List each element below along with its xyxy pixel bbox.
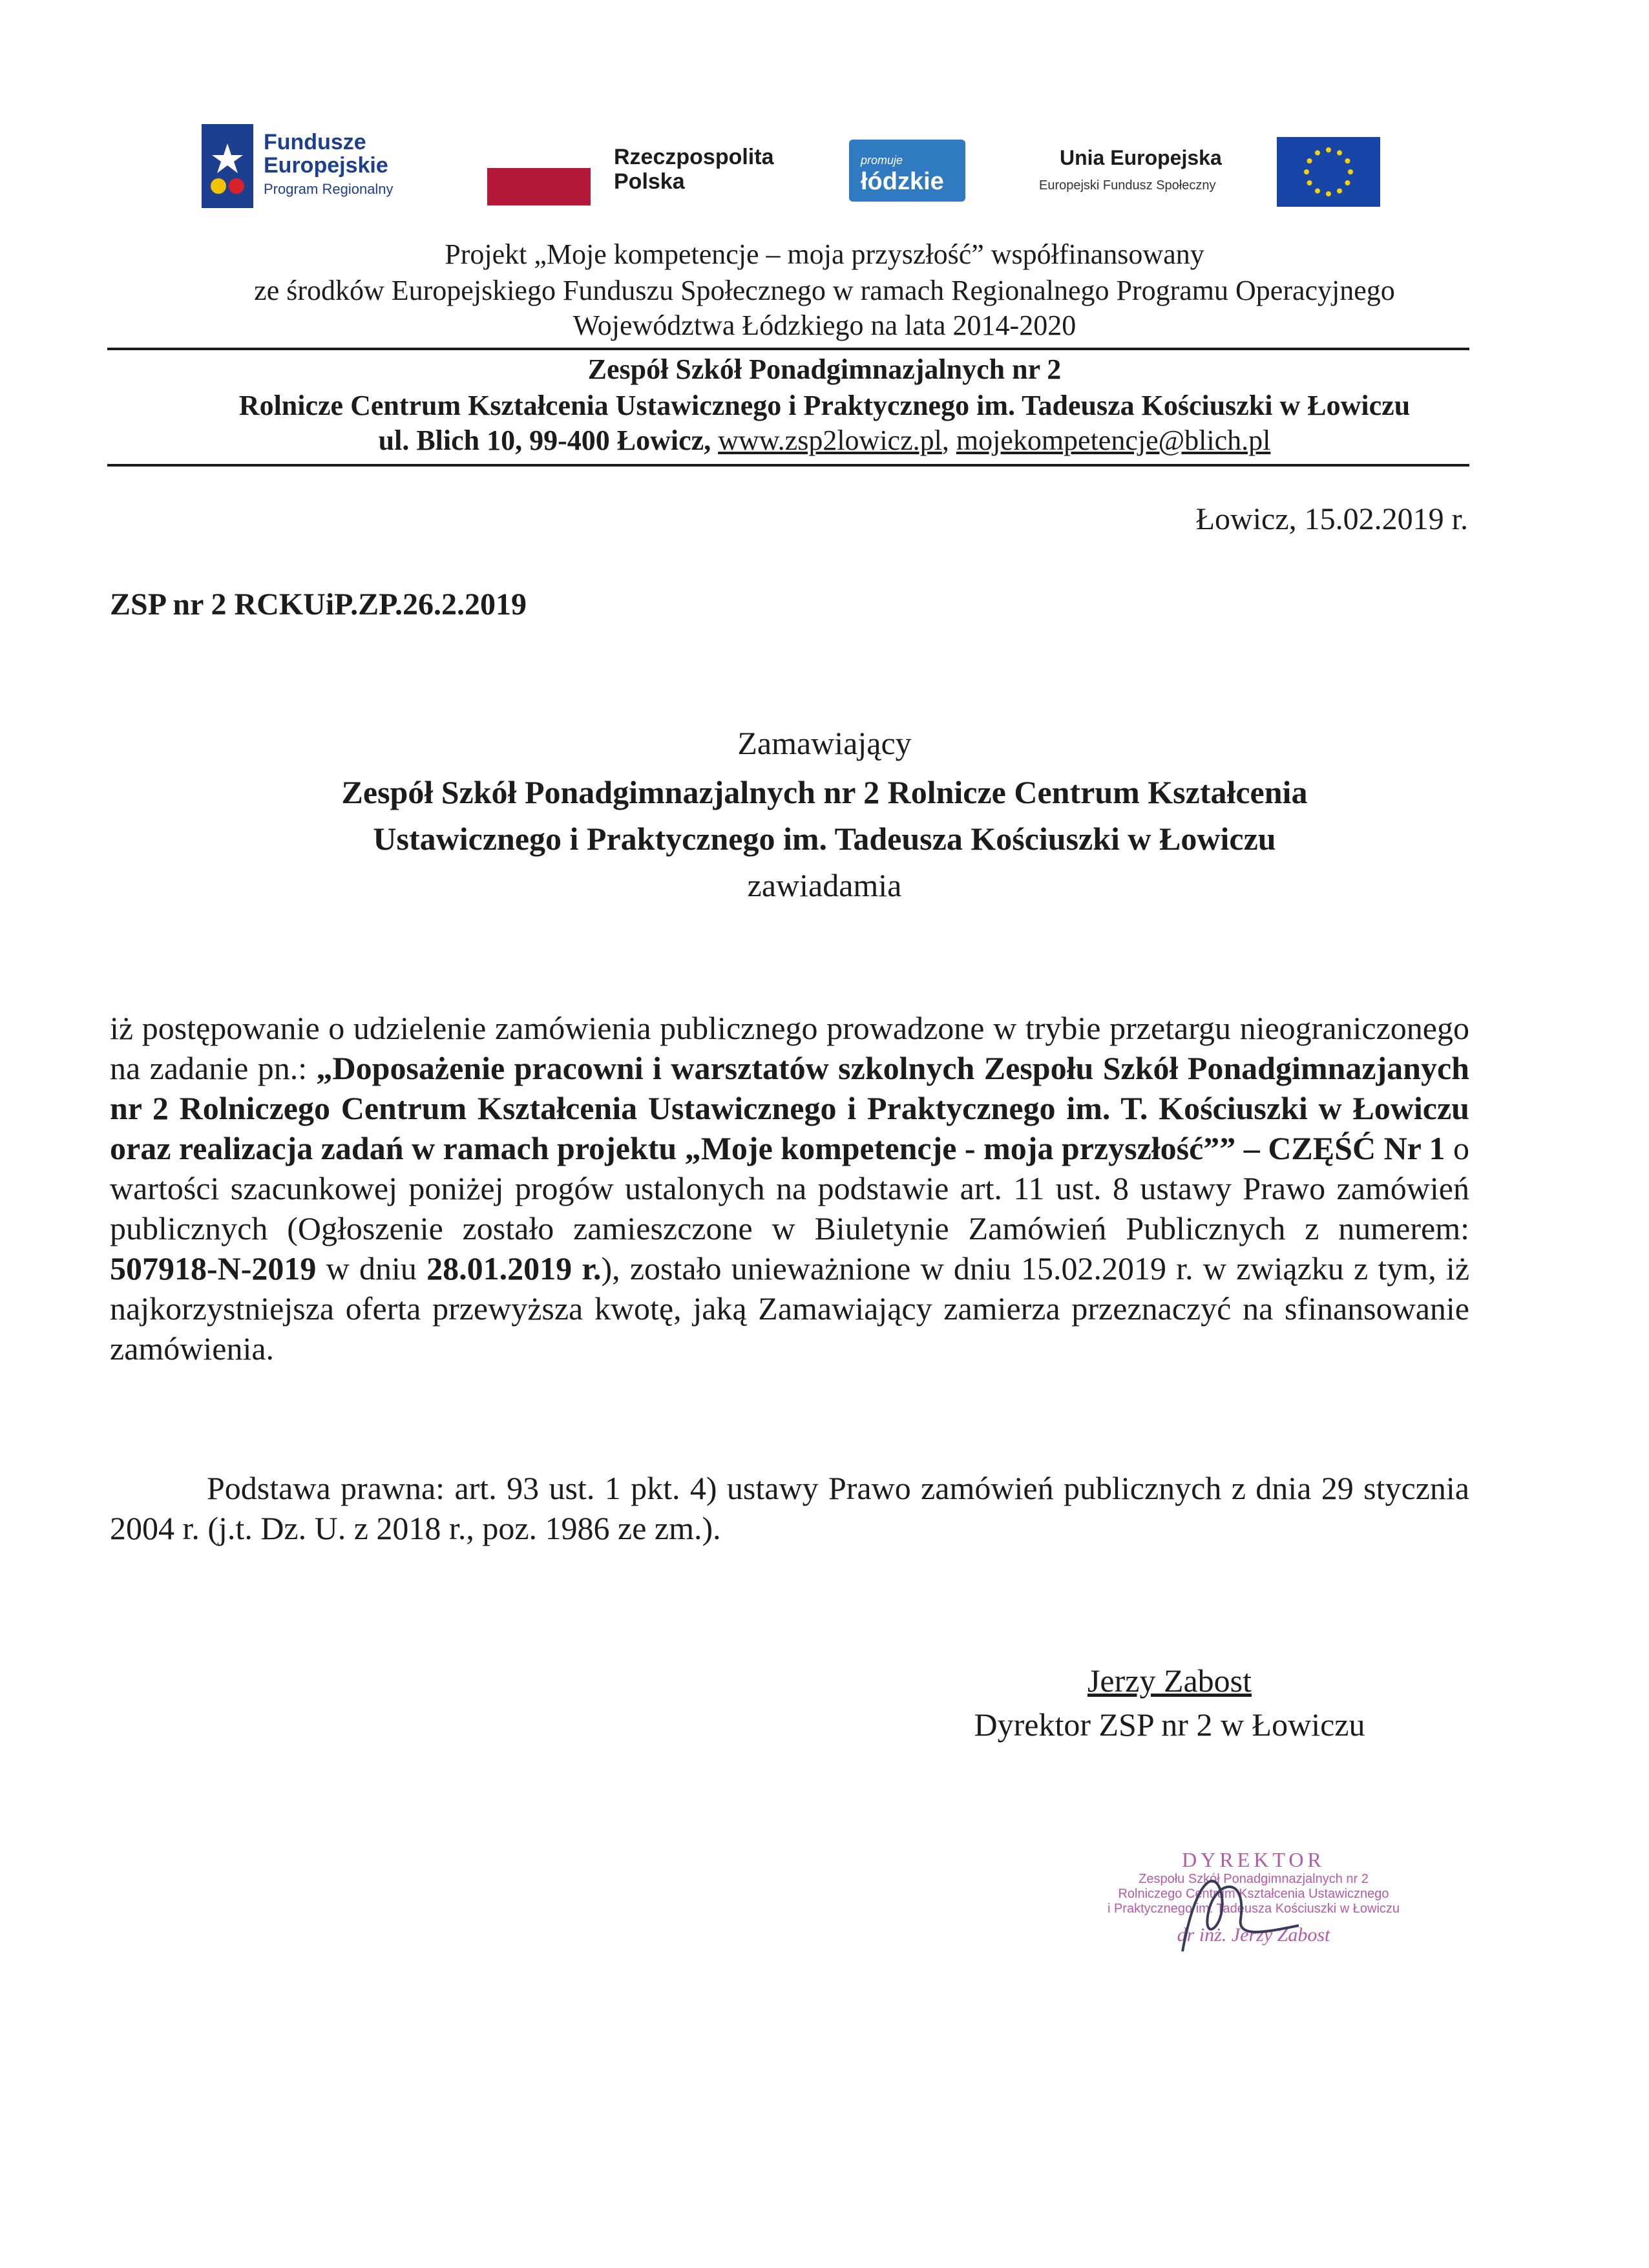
lodzkie-logo-big: łódzkie (861, 168, 944, 195)
header-divider-top (107, 348, 1469, 350)
director-stamp (1060, 1848, 1447, 1990)
eu-star-icon (1345, 158, 1350, 163)
signatory-title: Dyrektor ZSP nr 2 w Łowiczu (974, 1706, 1365, 1743)
lodzkie-logo (849, 140, 965, 202)
stamp-line-3: Rolniczego Centrum Kształcenia Ustawicznego (1118, 1887, 1389, 1901)
eu-star-icon (1337, 188, 1342, 193)
fe-logo-subtitle: Program Regionalny (264, 181, 394, 197)
notice-informs: zawiadamia (747, 867, 902, 903)
eu-star-icon (1326, 191, 1331, 196)
stamp-line-4: i Praktycznego im. Tadeusza Kościuszki w Łowiczu (1107, 1902, 1400, 1916)
eu-star-icon (1307, 180, 1312, 185)
address-sep: , (941, 425, 956, 456)
eu-flag-icon (1277, 137, 1380, 207)
p1-intro: iż postępowanie o udzielenie zamówienia publicznego prowadzone w trybie przetargu nieograniczonego na zadanie pn.: (110, 1010, 1469, 1086)
eu-star-icon (1304, 169, 1309, 174)
lodzkie-logo-small: promuje (861, 154, 903, 167)
header-line-1: Projekt „Moje kompetencje – moja przyszłość” współfinansowany (445, 238, 1204, 270)
eu-star-icon (1307, 158, 1312, 163)
stamp-line-5: dr inż. Jerzy Zabost (1177, 1924, 1330, 1946)
polish-flag-icon (487, 168, 591, 205)
rp-logo-text: Rzeczpospolita Polska (614, 145, 774, 194)
header-line-2: ze środków Europejskiego Funduszu Społecznego w ramach Regionalnego Programu Operacyjnego (254, 275, 1395, 306)
notice-ordering-party: Zamawiający (737, 725, 912, 761)
p1-task-title: „Doposażenie pracowni i warsztatów szkolnych Zespołu Szkół Ponadgimnazjanych nr 2 Rolniczego Centrum Kształcenia Ustawicznego i Praktycznego im. T. Kościuszki w Łowiczu oraz realizacja zadań w ramach projektu „Moje kompetencje - moja przyszłość”” – CZĘŚĆ Nr 1 (110, 1050, 1469, 1166)
body-paragraph-1 (110, 1008, 1469, 1369)
notice-school-line-2: Ustawicznego i Praktycznego im. Tadeusza Kościuszki w Łowiczu (373, 821, 1276, 857)
eu-star-icon (1348, 169, 1353, 174)
school-name-line-1: Zespół Szkół Ponadgimnazjalnych nr 2 (587, 353, 1062, 385)
ue-logo-title: Unia Europejska (1060, 146, 1222, 169)
school-address-line (0, 424, 1649, 457)
p1-notice-number: 507918-N-2019 (110, 1250, 317, 1286)
document-date: Łowicz, 15.02.2019 r. (1195, 502, 1468, 536)
eu-star-icon (1315, 188, 1320, 193)
stamp-line-2: Zespołu Szkół Ponadgimnazjalnych nr 2 (1139, 1872, 1369, 1886)
website-link[interactable]: www.zsp2lowicz.pl (718, 425, 942, 456)
school-name-line-2: Rolnicze Centrum Kształcenia Ustawicznego i Praktycznego im. Tadeusza Kościuszki w Łowiczu (238, 390, 1411, 421)
header-divider-bottom (107, 464, 1469, 467)
document-reference: ZSP nr 2 RCKUiP.ZP.26.2.2019 (110, 587, 527, 622)
handwritten-signature-icon (1157, 1854, 1325, 1971)
p1-conclusion: ), zostało unieważnione w dniu 15.02.2019 r. w związku z tym, iż najkorzystniejsza oferta przewyższa kwotę, jaką Zamawiający zamierza przeznaczyć na sfinansowanie zamówienia. (110, 1250, 1470, 1367)
email-link[interactable]: mojekompetencje@blich.pl (956, 425, 1271, 456)
signatory-name: Jerzy Zabost (1087, 1663, 1252, 1699)
eu-star-icon (1345, 180, 1350, 185)
stamp-line-1: DYREKTOR (1182, 1848, 1325, 1871)
fe-logo-title: Fundusze Europejskie (264, 130, 388, 178)
fundusze-europejskie-logo-icon (202, 124, 253, 208)
ue-logo-subtitle: Europejski Fundusz Społeczny (1039, 178, 1216, 193)
address-text: ul. Blich 10, 99-400 Łowicz, (378, 425, 719, 456)
eu-star-icon (1326, 147, 1331, 152)
notice-school-line-1: Zespół Szkół Ponadgimnazjalnych nr 2 Rolnicze Centrum Kształcenia (341, 774, 1308, 810)
p1-on-day: w dniu (316, 1250, 427, 1286)
eu-star-icon (1337, 151, 1342, 156)
header-line-3: Województwa Łódzkiego na lata 2014-2020 (572, 310, 1077, 341)
p1-notice-date: 28.01.2019 r. (426, 1250, 602, 1286)
p1-value: o wartości szacunkowej poniżej progów ustalonych na podstawie art. 11 ust. 8 ustawy Prawo zamówień publicznych (Ogłoszenie zostało zamieszczone w Biuletynie Zamówień Publicznych z numerem: (110, 1130, 1469, 1246)
body-paragraph-legal-basis: Podstawa prawna: art. 93 ust. 1 pkt. 4) ustawy Prawo zamówień publicznych z dnia 29 stycznia 2004 r. (j.t. Dz. U. z 2018 r., poz. 1986 ze zm.). (110, 1470, 1469, 1546)
eu-star-icon (1315, 151, 1320, 156)
